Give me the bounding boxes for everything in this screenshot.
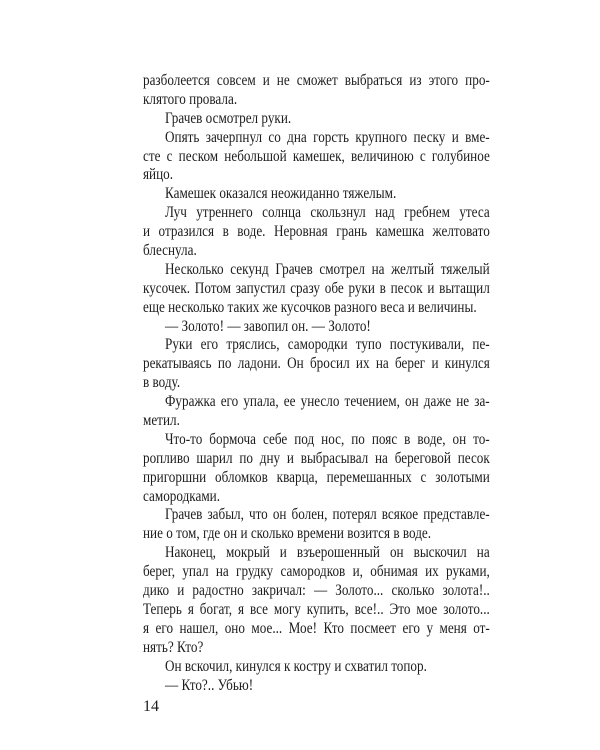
paragraph xyxy=(143,185,490,204)
body-text xyxy=(143,72,490,695)
text-line: я его нашел, оно мое... Мое! Кто посмеет его у меня от- xyxy=(143,619,490,637)
text-line: клятого провала. xyxy=(143,90,238,108)
paragraph xyxy=(143,129,490,186)
paragraph xyxy=(143,318,490,337)
text-line: дико и радостно закричал: — Золото... сколько золота!.. xyxy=(143,582,490,600)
text-line: Фуражка его упала, ее унесло течением, он даже не за- xyxy=(165,393,490,411)
text-line: ние о том, где он и сколько времени возится в воде. xyxy=(143,525,432,543)
text-line: самородками. xyxy=(143,487,221,505)
text-line: Он вскочил, кинулся к костру и схватил топор. xyxy=(165,657,427,675)
text-line: Грачев осмотрел руки. xyxy=(165,109,292,127)
paragraph xyxy=(143,431,490,507)
text-line: Опять зачерпнул со дна горсть крупного песку и вме- xyxy=(165,128,490,146)
text-line: Грачев забыл, что он болен, потерял всякое представле- xyxy=(165,506,490,524)
paragraph xyxy=(143,261,490,318)
text-line: блеснула. xyxy=(143,242,197,260)
text-line: Что-то бормоча себе под нос, по пояс в воде, он то- xyxy=(165,430,490,448)
paragraph xyxy=(143,544,490,657)
paragraph xyxy=(143,393,490,431)
text-line: еще несколько таких же кусочков разного веса и величины. xyxy=(143,298,477,316)
paragraph xyxy=(143,110,490,129)
paragraph xyxy=(143,336,490,393)
text-line: кусочек. Потом запустил сразу обе руки в песок и вытащил xyxy=(143,279,490,297)
text-line: Луч утреннего солнца скользнул над гребнем утеса xyxy=(165,204,490,222)
text-line: Теперь я богат, я все могу купить, все!.. Это мое золото... xyxy=(143,600,490,618)
text-line: Наконец, мокрый и взъерошенный он выскочил на xyxy=(165,544,490,562)
paragraph xyxy=(143,204,490,261)
text-line: берег, упал на грудку самородков и, обнимая их руками, xyxy=(143,563,490,581)
text-line: и отразился в воде. Неровная грань камешка желтовато xyxy=(143,223,490,241)
text-line: яйцо. xyxy=(143,166,174,184)
page-number: 14 xyxy=(143,698,159,715)
text-line: нять? Кто? xyxy=(143,638,204,656)
text-line: пригоршни обломков кварца, перемешанных с золотыми xyxy=(143,468,490,486)
text-line: рекатываясь по ладони. Он бросил их на берег и кинулся xyxy=(143,355,490,373)
text-line: Камешек оказался неожиданно тяжелым. xyxy=(165,185,397,203)
text-line: метил. xyxy=(143,412,180,430)
text-line: Руки его тряслись, самородки тупо постукивали, пе- xyxy=(165,336,490,354)
text-line: сте с песком небольшой камешек, величиною с голубиное xyxy=(143,147,490,165)
text-line: ропливо шарил по дну и выбрасывал на береговой песок xyxy=(143,449,490,467)
text-line: — Кто?.. Убью! xyxy=(165,676,254,694)
paragraph xyxy=(143,72,490,110)
paragraph xyxy=(143,677,490,696)
text-line: Несколько секунд Грачев смотрел на желтый тяжелый xyxy=(165,260,490,278)
text-line: в воду. xyxy=(143,374,181,392)
text-line: — Золото! — завопил он. — Золото! xyxy=(165,317,371,335)
text-line: разболеется совсем и не сможет выбраться из этого про- xyxy=(143,72,490,89)
paragraph xyxy=(143,506,490,544)
paragraph xyxy=(143,658,490,677)
